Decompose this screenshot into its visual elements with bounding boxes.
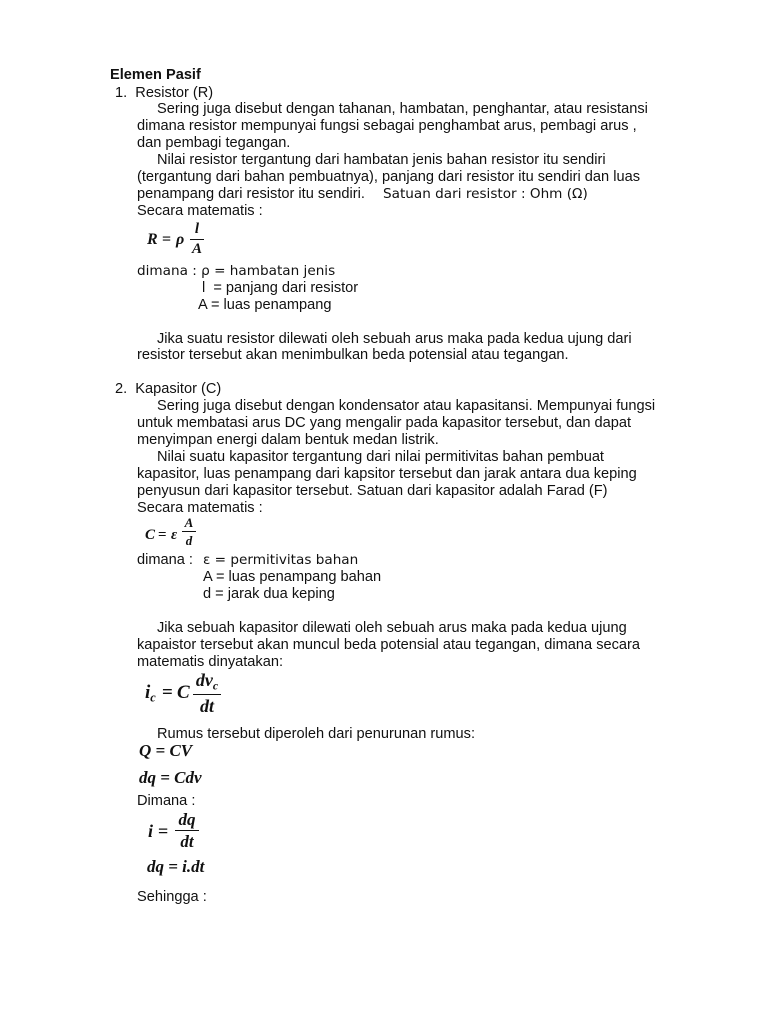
formula-equals: = — [158, 527, 167, 543]
formula-lhs: R — [147, 231, 158, 248]
equation-dq-idt: dq = i.dt — [147, 857, 205, 876]
resistor-p1-line: dimana resistor mempunyai fungsi sebagai penghambat arus, pembagi arus , — [137, 118, 637, 134]
formula-lhs: C — [145, 527, 156, 543]
formula-denominator: dt — [180, 832, 194, 852]
resistor-heading: 1. Resistor (R) — [115, 85, 214, 101]
fraction-bar — [175, 830, 199, 831]
formula-denominator: d — [185, 533, 193, 549]
resistor-where-item: A = luas penampang — [198, 297, 332, 313]
resistor-p1-line: dan pembagi tegangan. — [137, 135, 291, 151]
capacitor-where-item: d = jarak dua keping — [203, 586, 335, 602]
resistor-p3-line: resistor tersebut akan menimbulkan beda potensial atau tegangan. — [137, 347, 569, 363]
resistor-math-intro: Secara matematis : — [137, 203, 263, 219]
sehingga-label: Sehingga : — [137, 889, 207, 905]
fraction-bar — [193, 694, 221, 695]
capacitor-p3-line: kapaistor tersebut akan muncul beda potensial atau tegangan, dimana secara — [137, 637, 641, 653]
formula-denominator: A — [191, 241, 202, 258]
resistor-p2-line: Nilai resistor tergantung dari hambatan jenis bahan resistor itu sendiri — [157, 152, 606, 168]
dimana-label: Dimana : — [137, 793, 196, 809]
formula-coefficient: ε — [171, 527, 178, 543]
capacitor-math-intro: Secara matematis : — [137, 500, 263, 516]
capacitor-p1-line: menyimpan energi dalam bentuk medan listrik. — [137, 432, 439, 448]
capacitor-p1-line: Sering juga disebut dengan kondensator atau kapasitansi. Mempunyai fungsi — [157, 398, 656, 414]
capacitor-p1-line: untuk membatasi arus DC yang mengalir pada kapasitor tersebut, dan dapat — [137, 415, 632, 431]
formula-numerator: l — [194, 221, 200, 237]
resistor-p2-line: (tergantung dari bahan pembuatnya), panjang dari resistor itu sendiri dan luas — [137, 169, 640, 185]
capacitor-where-first: ε = permitivitas bahan — [203, 552, 359, 568]
capacitor-p2-line: kapasitor, luas penampang dari kapsitor tersebut dan jarak antara dua keping — [137, 466, 637, 482]
capacitor-p3-line: Jika sebuah kapasitor dilewati oleh sebuah arus maka pada kedua ujung — [157, 620, 627, 636]
formula-fraction — [182, 516, 196, 547]
formula-coefficient: C — [177, 682, 190, 703]
resistor-p3-line: Jika suatu resistor dilewati oleh sebuah arus maka pada kedua ujung dari — [157, 331, 632, 347]
formula-equals: = — [162, 682, 173, 703]
resistor-p1-line: Sering juga disebut dengan tahanan, hambatan, penghantar, atau resistansi — [157, 101, 648, 117]
formula-denominator: dt — [199, 696, 214, 717]
formula-lhs: i — [148, 821, 154, 841]
capacitor-where-prefix: dimana : — [137, 552, 198, 568]
resistor-p2-line: penampang dari resistor itu sendiri. — [137, 186, 365, 202]
capacitor-p3-line: matematis dinyatakan: — [137, 654, 284, 670]
formula-numerator: $dv_c$ — [195, 670, 219, 693]
formula-lhs: $i_c$ — [145, 682, 156, 705]
formula-numerator: A — [184, 515, 194, 530]
capacitor-p2-line: penyusun dari kapasitor tersebut. Satuan dari kapasitor adalah Farad (F) — [137, 483, 608, 499]
formula-equals: = — [162, 231, 172, 248]
document-title: Elemen Pasif — [110, 67, 201, 83]
derive-intro: Rumus tersebut diperoleh dari penurunan rumus: — [157, 726, 475, 742]
formula-equals: = — [158, 821, 169, 841]
resistor-where-item: l = panjang dari resistor — [202, 280, 359, 296]
capacitor-heading: 2. Kapasitor (C) — [115, 381, 222, 397]
formula-coefficient: ρ — [176, 231, 185, 248]
formula-fraction — [175, 811, 199, 850]
equation-dq: dq = Cdv — [139, 768, 202, 787]
formula-fraction — [193, 671, 221, 715]
formula-numerator: dq — [178, 810, 196, 829]
resistor-unit: Satuan dari resistor : Ohm (Ω) — [383, 186, 588, 202]
resistor-where-label: dimana : ρ = hambatan jenis — [137, 263, 336, 279]
fraction-bar — [190, 239, 204, 240]
fraction-bar — [182, 531, 196, 532]
capacitor-p2-line: Nilai suatu kapasitor tergantung dari nilai permitivitas bahan pembuat — [157, 449, 604, 465]
capacitor-where-item: A = luas penampang bahan — [203, 569, 382, 585]
formula-fraction — [190, 222, 204, 257]
equation-q: Q = CV — [139, 741, 193, 760]
